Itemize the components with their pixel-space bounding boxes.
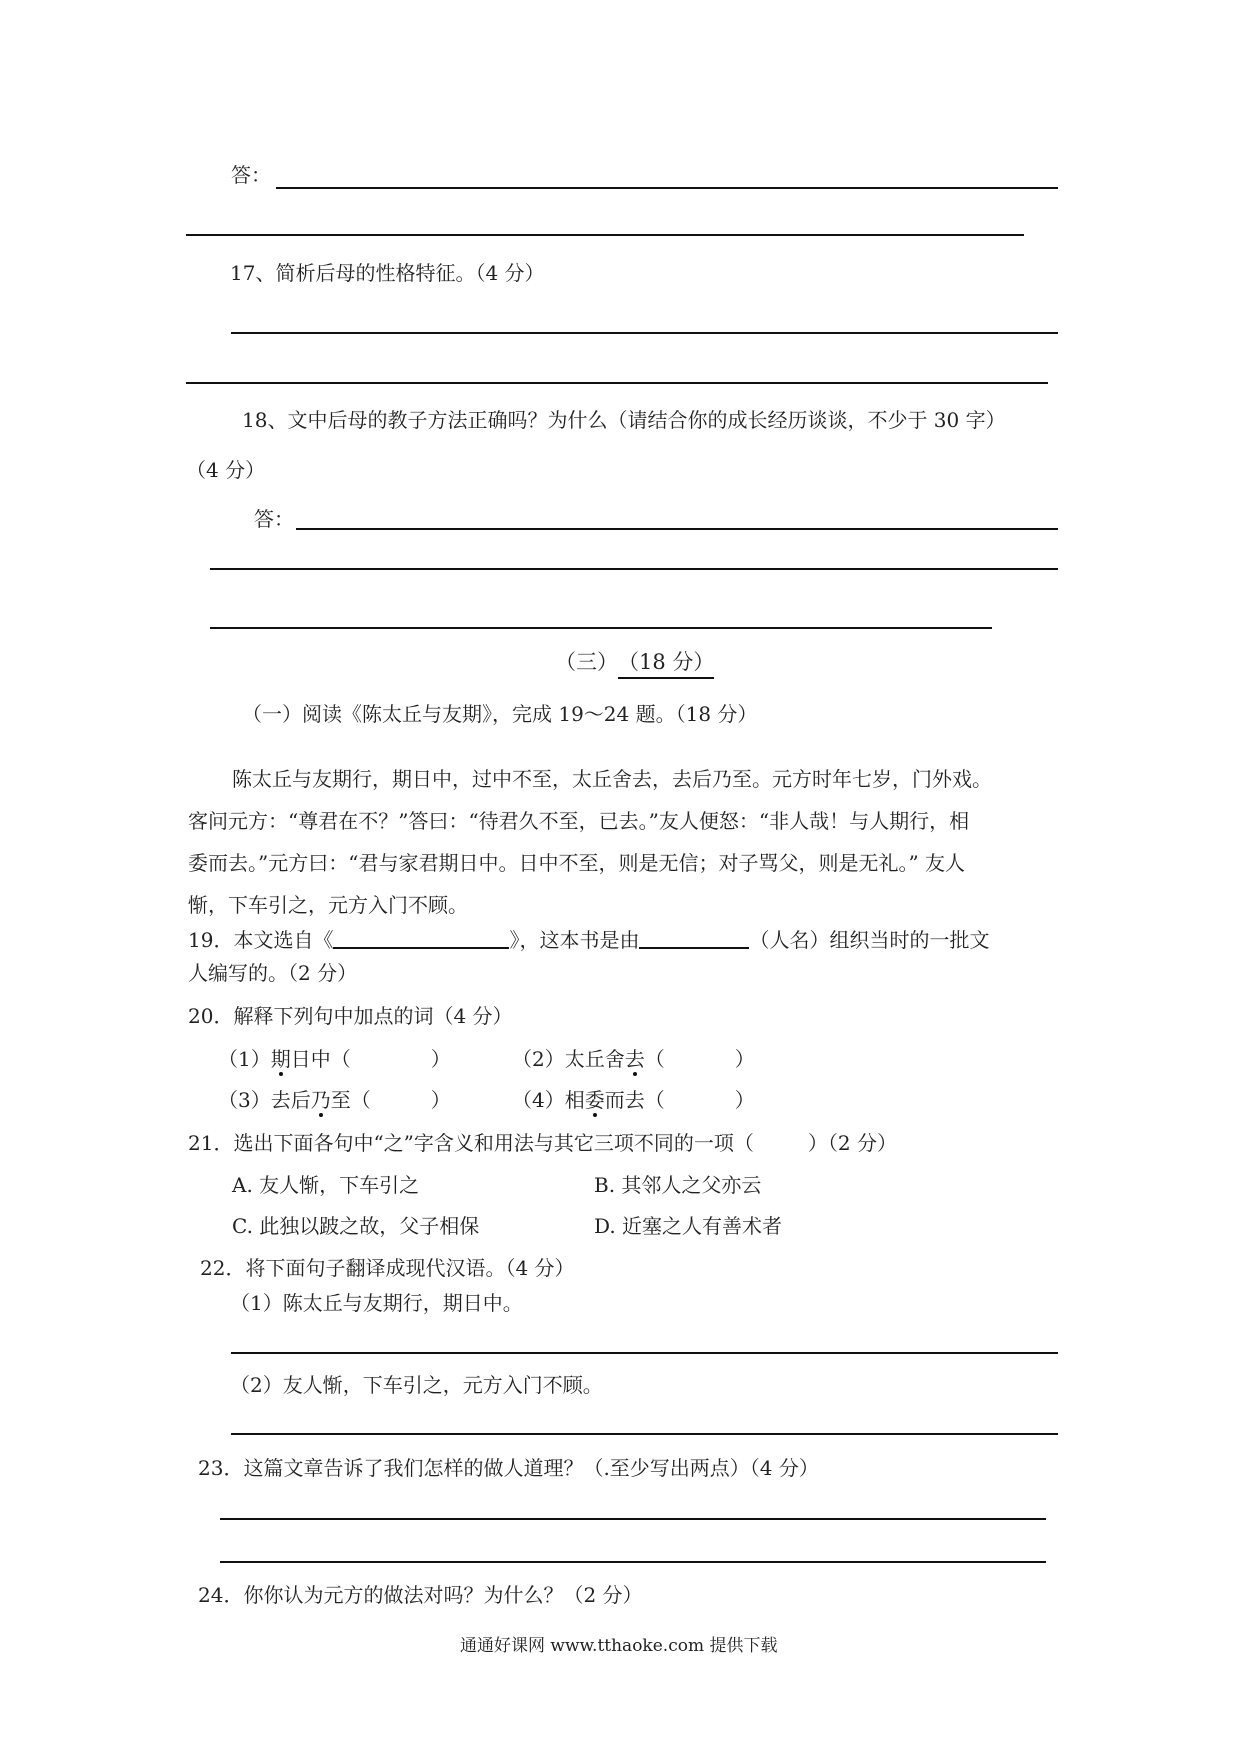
question-19-cont: 人编写的。（2 分） xyxy=(188,961,358,985)
passage-line: 陈太丘与友期行，期日中，过中不至，太丘舍去，去后乃至。元方时年七岁，门外戏。 xyxy=(232,767,992,791)
answer-label: 答： xyxy=(254,507,294,531)
item-text: ） xyxy=(734,1047,755,1071)
answer-line[interactable] xyxy=(210,627,992,629)
dotted-word: 委 xyxy=(584,1088,605,1112)
question-23: 23．这篇文章告诉了我们怎样的做人道理？（.至少写出两点）（4 分） xyxy=(198,1456,819,1480)
question-17: 17、简析后母的性格特征。（4 分） xyxy=(230,261,545,285)
question-24: 24．你你认为元方的做法对吗？为什么？（2 分） xyxy=(198,1583,643,1607)
answer-line[interactable] xyxy=(231,1352,1058,1354)
dotted-word: 乃 xyxy=(310,1088,331,1112)
answer-line[interactable] xyxy=(220,1518,1046,1520)
item-text: 相 xyxy=(564,1088,585,1112)
section-heading xyxy=(555,652,714,679)
item-text: 而去（ xyxy=(604,1088,665,1112)
answer-line[interactable] xyxy=(186,382,1048,384)
answer-line[interactable] xyxy=(296,528,1058,530)
answer-line[interactable] xyxy=(210,568,1058,570)
answer-line[interactable] xyxy=(231,332,1058,334)
q21-text: 21．选出下面各句中“之”字含义和用法与其它三项不同的一项（ xyxy=(188,1131,754,1155)
passage-line: 委而去。”元方曰：“君与家君期日中。日中不至，则是无信；对子骂父，则是无礼。” 友人 xyxy=(188,851,966,875)
item-text: ） xyxy=(430,1088,451,1112)
item-text: （ xyxy=(644,1047,665,1071)
question-21 xyxy=(188,1133,897,1153)
q20-item-1 xyxy=(218,1049,451,1069)
question-18-score: （4 分） xyxy=(186,458,266,482)
item-text: ） xyxy=(430,1047,451,1071)
question-18: 18、文中后母的教子方法正确吗？为什么（请结合你的成长经历谈谈，不少于 30 字） xyxy=(242,408,1006,432)
book-name-blank[interactable] xyxy=(333,929,509,949)
option-a[interactable]: A. 友人惭，下车引之 xyxy=(232,1173,420,1197)
item-number: （2） xyxy=(512,1047,565,1071)
q20-item-2 xyxy=(512,1049,755,1069)
item-text: 至（ xyxy=(330,1088,371,1112)
person-name-blank[interactable] xyxy=(639,929,749,949)
answer-line[interactable] xyxy=(231,1433,1058,1435)
option-b[interactable]: B. 其邻人之父亦云 xyxy=(594,1173,762,1197)
question-20: 20．解释下列句中加点的词（4 分） xyxy=(188,1004,513,1028)
q20-item-3 xyxy=(218,1090,451,1110)
answer-line[interactable] xyxy=(220,1561,1046,1563)
option-d[interactable]: D. 近塞之人有善术者 xyxy=(594,1214,783,1238)
q21-text: ）（2 分） xyxy=(807,1131,897,1155)
q20-item-4 xyxy=(512,1090,755,1110)
section-score: （18 分） xyxy=(618,652,714,679)
answer-line[interactable] xyxy=(276,187,1058,189)
passage-line: 客问元方：“尊君在不？”答曰：“待君久不至，已去。”友人便怒：“非人哉！与人期行，相 xyxy=(188,809,970,833)
q19-text: 19．本文选自《 xyxy=(188,928,334,952)
answer-line[interactable] xyxy=(186,234,1024,236)
q19-text: 》，这本书是由 xyxy=(509,928,640,952)
dotted-word: 期 xyxy=(270,1047,291,1071)
reading-intro: （一）阅读《陈太丘与友期》，完成 19～24 题。（18 分） xyxy=(242,702,758,726)
q19-text: （人名）组织当时的一批文 xyxy=(749,928,990,952)
item-number: （1） xyxy=(218,1047,271,1071)
page-footer: 通通好课网 www.tthaoke.com 提供下载 xyxy=(460,1636,778,1656)
item-text: ） xyxy=(734,1088,755,1112)
item-text: 日中（ xyxy=(290,1047,351,1071)
passage-line: 惭，下车引之，元方入门不顾。 xyxy=(188,893,468,917)
question-22: 22．将下面句子翻译成现代汉语。（4 分） xyxy=(200,1256,575,1280)
q22-sentence-1: （1）陈太丘与友期行，期日中。 xyxy=(230,1291,523,1315)
q22-sentence-2: （2）友人惭，下车引之，元方入门不顾。 xyxy=(230,1373,603,1397)
option-c[interactable]: C. 此独以跛之故，父子相保 xyxy=(232,1214,480,1238)
item-number: （4） xyxy=(512,1088,565,1112)
item-number: （3） xyxy=(218,1088,271,1112)
question-19 xyxy=(188,929,989,950)
answer-label: 答： xyxy=(231,163,271,187)
item-text: 去后 xyxy=(270,1088,311,1112)
dotted-word: 去 xyxy=(624,1047,645,1071)
section-label: （三） xyxy=(555,650,618,674)
item-text: 太丘舍 xyxy=(564,1047,625,1071)
